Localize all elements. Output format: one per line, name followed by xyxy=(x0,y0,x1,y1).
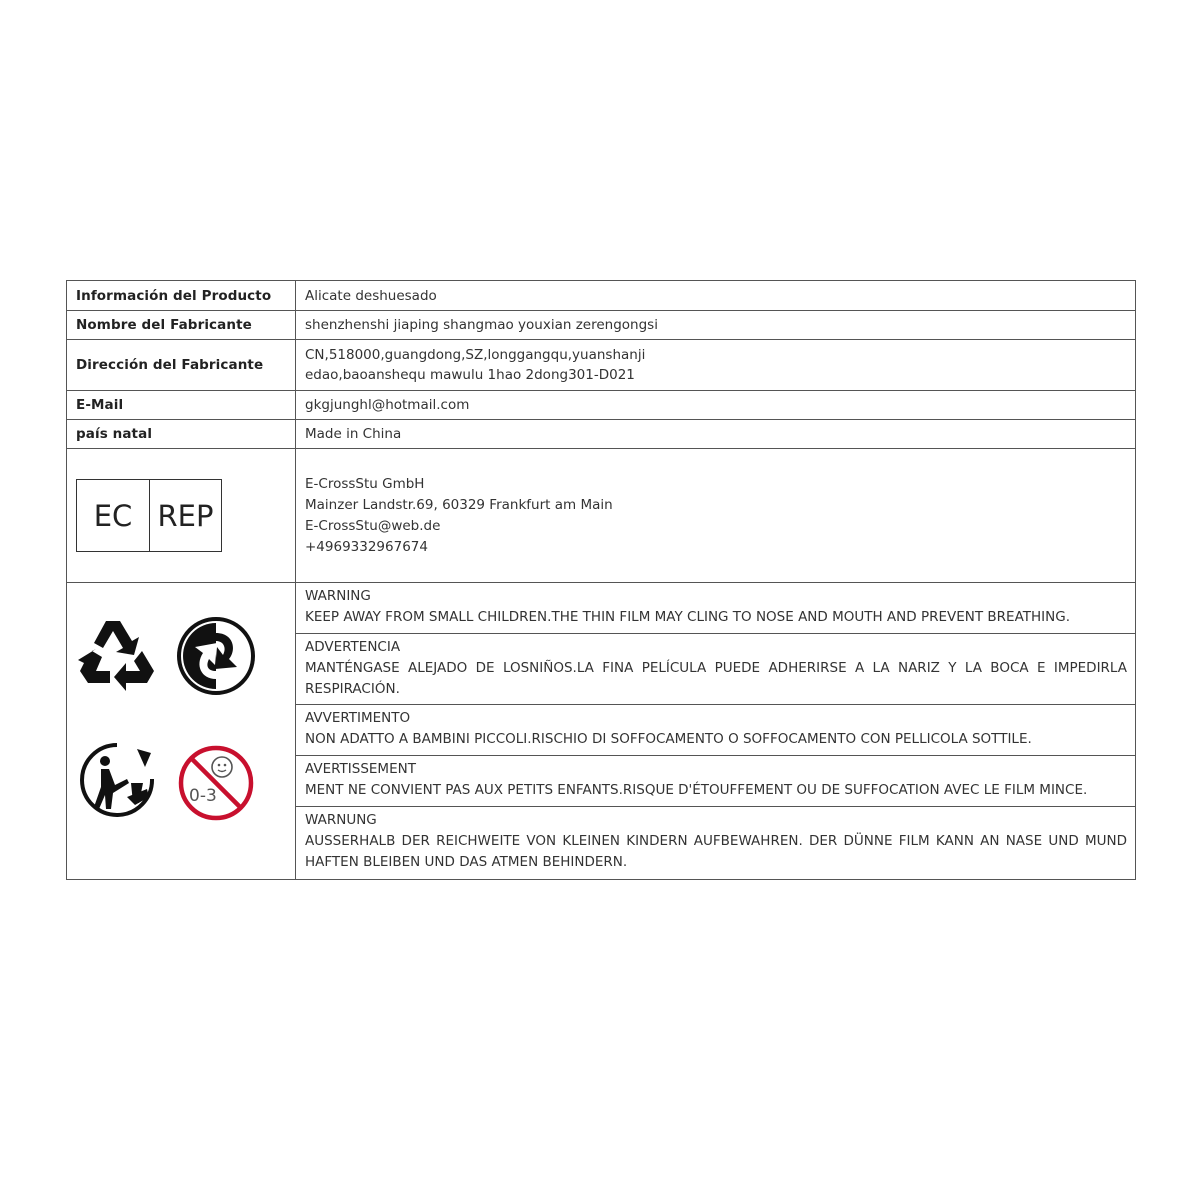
email-value: gkgjunghl@hotmail.com xyxy=(296,391,1136,420)
table-row xyxy=(67,281,1136,311)
warning-title: AVERTISSEMENT xyxy=(305,761,416,778)
warning-text: NON ADATTO A BAMBINI PICCOLI.RISCHIO DI SOFFOCAMENTO O SOFFOCAMENTO CON PELLICOLA SOTTILE. xyxy=(305,731,1032,748)
table-row xyxy=(67,583,1136,880)
warning-text: AUSSERHALB DER REICHWEITE VON KLEINEN KINDERN AUFBEWAHREN. DER DÜNNE FILM KANN AN NASE UND MUND HAFTEN BLEIBEN UND DAS ATMEN BEHINDERN. xyxy=(305,833,1127,871)
warning-fr xyxy=(296,756,1135,807)
warning-text: KEEP AWAY FROM SMALL CHILDREN.THE THIN FILM MAY CLING TO NOSE AND MOUTH AND PREVENT BREATHING. xyxy=(305,609,1070,626)
warning-title: WARNING xyxy=(305,588,371,605)
table-row xyxy=(67,420,1136,449)
ec-rep-symbol xyxy=(76,479,222,552)
manufacturer-address-value xyxy=(296,340,1136,391)
manufacturer-address-label: Dirección del Fabricante xyxy=(67,340,296,391)
warning-text: MENT NE CONVIENT PAS AUX PETITS ENFANTS.RISQUE D'ÉTOUFFEMENT OU DE SUFFOCATION AVEC LE FILM MINCE. xyxy=(305,782,1088,799)
product-info-label: Información del Producto xyxy=(67,281,296,311)
symbols-cell xyxy=(67,583,296,880)
address-line-1: CN,518000,guangdong,SZ,longgangqu,yuanshanji xyxy=(305,347,646,364)
ec-rep-info-cell xyxy=(296,449,1136,583)
age-label: 0-3 xyxy=(189,786,217,807)
warning-text: MANTÉNGASE ALEJADO DE LOSNIÑOS.LA FINA PELÍCULA PUEDE ADHERIRSE A LA NARIZ Y LA BOCA E IMPEDIRLA RESPIRACIÓN. xyxy=(305,660,1127,698)
product-info-value: Alicate deshuesado xyxy=(296,281,1136,311)
country-value: Made in China xyxy=(296,420,1136,449)
ec-rep-address: Mainzer Landstr.69, 60329 Frankfurt am Main xyxy=(305,496,613,513)
warning-title: AVVERTIMENTO xyxy=(305,710,411,727)
warning-it xyxy=(296,705,1135,756)
table-row xyxy=(67,340,1136,391)
green-dot-icon xyxy=(175,615,257,701)
table-row xyxy=(67,449,1136,583)
warning-title: ADVERTENCIA xyxy=(305,639,401,656)
ec-rep-symbol-cell xyxy=(67,449,296,583)
ec-rep-email: E-CrossStu@web.de xyxy=(305,517,441,534)
warning-title: WARNUNG xyxy=(305,812,377,829)
ec-symbol-text: EC xyxy=(77,480,150,551)
table-row xyxy=(67,311,1136,340)
rep-symbol-text: REP xyxy=(157,498,214,533)
warning-de xyxy=(296,807,1135,878)
warning-es xyxy=(296,634,1135,705)
age-0-3-warning-icon xyxy=(175,743,257,827)
ec-rep-company: E-CrossStu GmbH xyxy=(305,475,425,492)
table-row xyxy=(67,391,1136,420)
warnings-cell xyxy=(296,583,1136,880)
email-label: E-Mail xyxy=(67,391,296,420)
address-line-2: edao,baoanshequ mawulu 1hao 2dong301-D021 xyxy=(305,367,635,384)
manufacturer-name-label: Nombre del Fabricante xyxy=(67,311,296,340)
tidyman-icon xyxy=(75,739,159,825)
product-label-table xyxy=(66,280,1136,880)
ec-rep-details xyxy=(296,474,1135,558)
country-label: país natal xyxy=(67,420,296,449)
ec-rep-phone: +4969332967674 xyxy=(305,538,428,555)
manufacturer-name-value: shenzhenshi jiaping shangmao youxian zerengongsi xyxy=(296,311,1136,340)
recycle-icon xyxy=(76,615,160,701)
warning-en xyxy=(296,583,1135,634)
